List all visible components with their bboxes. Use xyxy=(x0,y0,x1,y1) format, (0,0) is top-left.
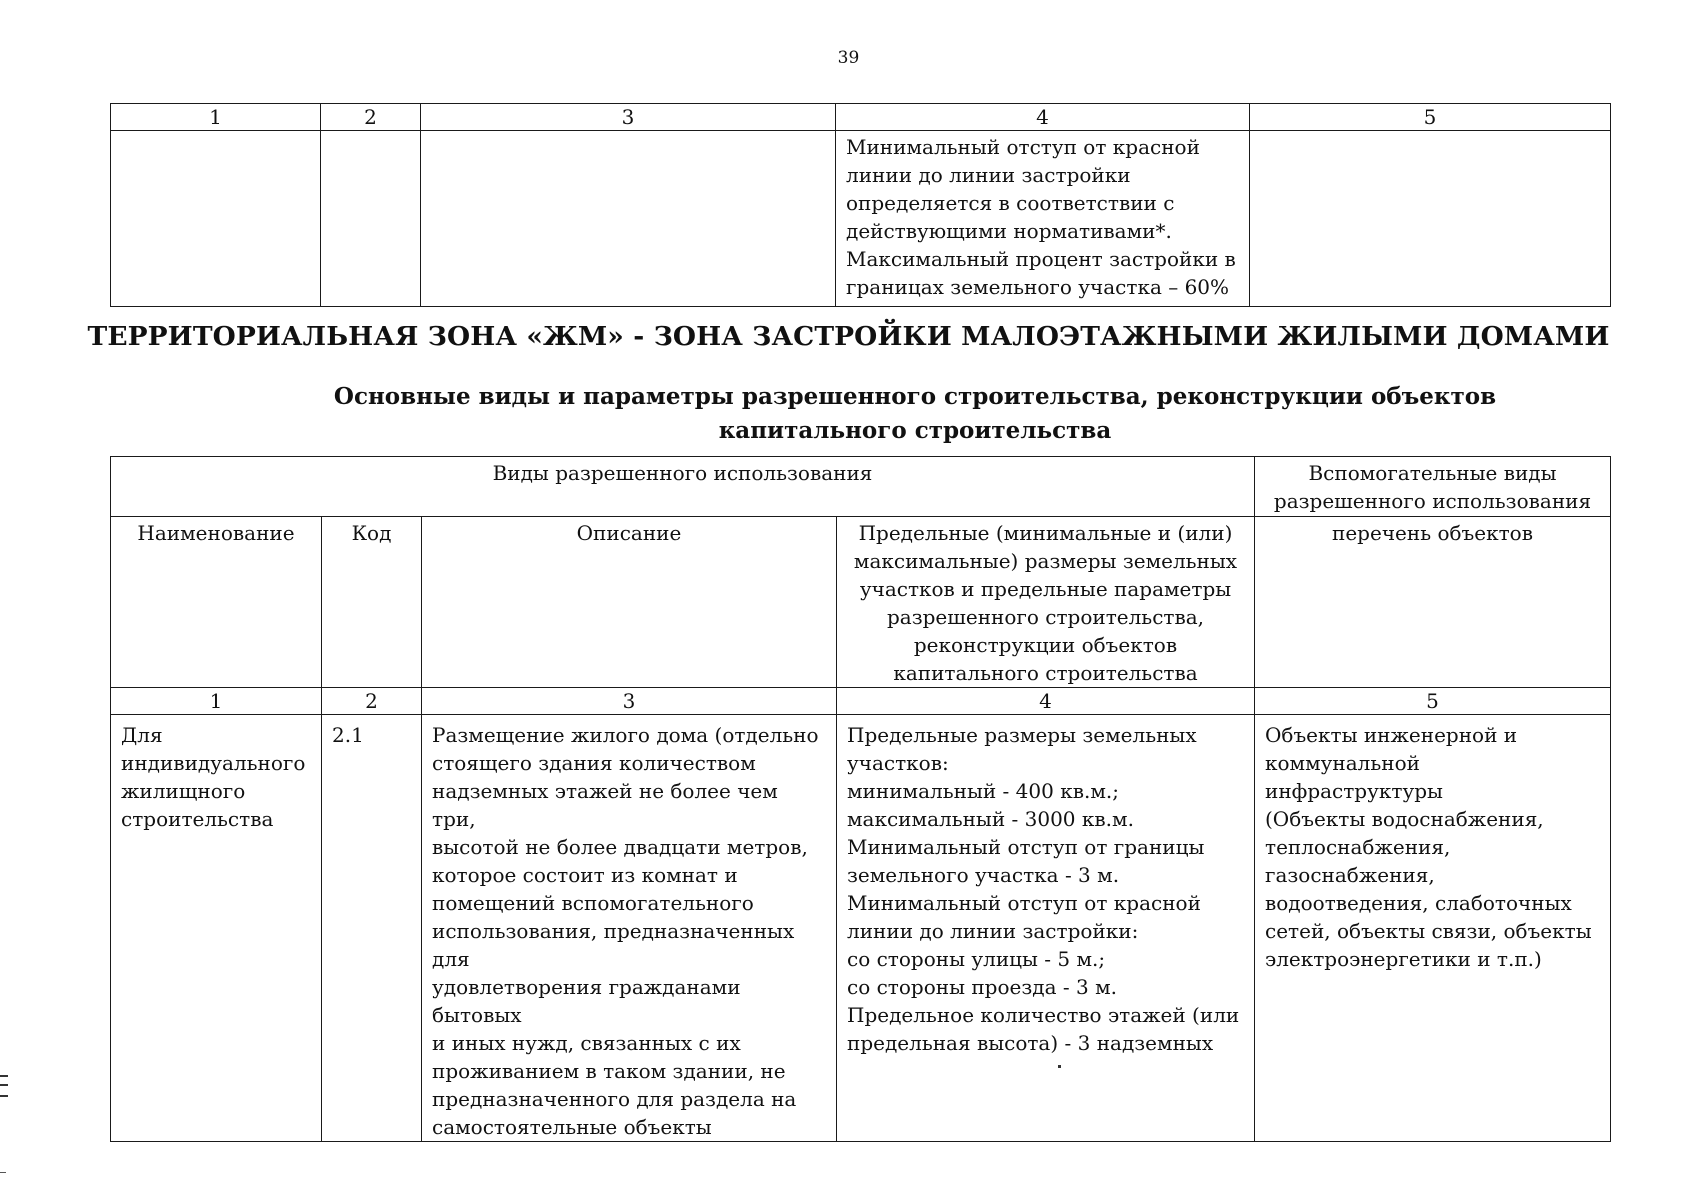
scan-edge-mark xyxy=(0,1172,6,1173)
cell-code: 2.1 xyxy=(322,715,422,1142)
column-number: 1 xyxy=(111,688,322,715)
header-row xyxy=(111,517,1611,688)
binder-mark xyxy=(0,1075,8,1097)
header-auxiliary-uses: Вспомогательные виды разрешенного использования xyxy=(1255,457,1611,517)
page-number: 39 xyxy=(837,48,860,68)
header-description: Описание xyxy=(422,517,837,688)
zone-title: ТЕРРИТОРИАЛЬНАЯ ЗОНА «ЖМ» - ЗОНА ЗАСТРОЙКИ МАЛОЭТАЖНЫМИ ЖИЛЫМИ ДОМАМИ xyxy=(87,321,1610,352)
column-number: 4 xyxy=(836,104,1250,131)
header-limits: Предельные (минимальные и (или) максимальные) размеры земельных участков и предельные параметры разрешенного строительства, реконструкции объектов капитального строительства xyxy=(837,517,1255,688)
permitted-use-table xyxy=(110,456,1611,1142)
cell-name xyxy=(111,131,321,307)
column-number: 1 xyxy=(111,104,321,131)
column-number: 5 xyxy=(1255,688,1611,715)
column-number-row xyxy=(111,688,1611,715)
cell-aux: Объекты инженерной и коммунальной инфраструктуры (Объекты водоснабжения, теплоснабжения, газоснабжения, водоотведения, слаботочных сетей, объекты связи, объекты электроэнергетики и т.п.) xyxy=(1255,715,1611,1142)
column-number-row xyxy=(111,104,1611,131)
column-number: 3 xyxy=(421,104,836,131)
table-row xyxy=(111,715,1611,1142)
header-group-row xyxy=(111,457,1611,517)
column-number: 4 xyxy=(837,688,1255,715)
column-number: 2 xyxy=(322,688,422,715)
section-title: Основные виды и параметры разрешенного строительства, реконструкции объектов капитального строительства xyxy=(333,383,1497,444)
cell-description: Размещение жилого дома (отдельно стоящего здания количеством надземных этажей не более чем три, высотой не более двадцати метров, которое состоит из комнат и помещений вспомогательного использования, предназначенных для удовлетворения гражданами бытовых и иных нужд, связанных с их проживанием в таком здании, не предназначенного для раздела на самостоятельные объекты xyxy=(422,715,837,1142)
column-number: 2 xyxy=(321,104,421,131)
cell-aux xyxy=(1250,131,1611,307)
scan-speck xyxy=(1058,1065,1061,1068)
header-permitted-uses: Виды разрешенного использования xyxy=(111,457,1255,517)
cell-limits: Минимальный отступ от красной линии до линии застройки определяется в соответствии с действующими нормативами*. Максимальный процент застройки в границах земельного участка – 60% xyxy=(836,131,1250,307)
table-row xyxy=(111,131,1611,307)
column-number: 3 xyxy=(422,688,837,715)
column-number: 5 xyxy=(1250,104,1611,131)
cell-description xyxy=(421,131,836,307)
header-code: Код xyxy=(322,517,422,688)
continued-table xyxy=(110,103,1611,307)
header-name: Наименование xyxy=(111,517,322,688)
header-aux-list: перечень объектов xyxy=(1255,517,1611,688)
cell-limits: Предельные размеры земельных участков: минимальный - 400 кв.м.; максимальный - 3000 кв.м. Минимальный отступ от границы земельного участка - 3 м. Минимальный отступ от красной линии до линии застройки: со стороны улицы - 5 м.; со стороны проезда - 3 м. Предельное количество этажей (или предельная высота) - 3 надземных xyxy=(837,715,1255,1142)
cell-code xyxy=(321,131,421,307)
cell-name: Для индивидуального жилищного строительства xyxy=(111,715,322,1142)
